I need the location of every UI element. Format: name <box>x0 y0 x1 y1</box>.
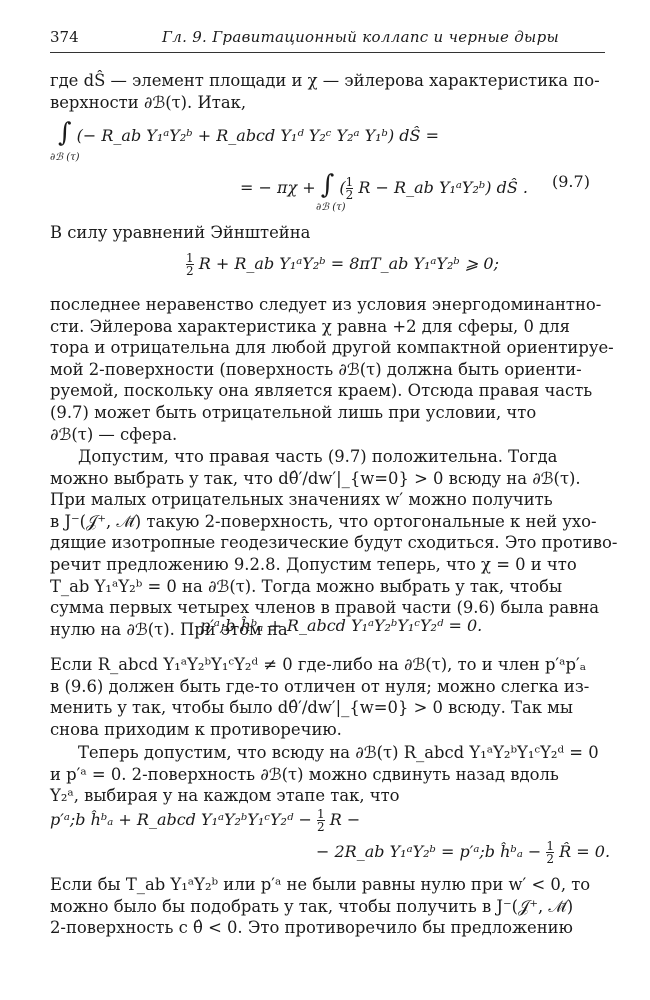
text-line: последнее неравенство следует из условия энергодоминантно- <box>50 295 602 314</box>
shift-line-2-text: − 2R_ab Y₁ᵃY₂ᵇ = p′ᵃ;b ĥᵇₐ − <box>316 842 542 861</box>
equation-number: (9.7) <box>552 172 590 191</box>
fraction-half: $\frac{1}{2}$ <box>186 251 194 278</box>
rhs-end: R − R_ab Y₁ᵃY₂ᵇ) dŜ . <box>358 178 529 197</box>
integral-sign: ∫ <box>320 170 335 200</box>
text-line: можно было бы подобрать y так, чтобы получить в J⁻(𝒥⁺, ℳ̄) <box>50 896 574 916</box>
equation-shift-line-1 <box>50 808 360 833</box>
text-line: Если бы T_ab Y₁ᵃY₂ᵇ или p′ᵃ не были равны нулю при w′ < 0, то <box>50 875 591 894</box>
text-line: Теперь допустим, что всюду на ∂ℬ(τ) R_abcd Y₁ᵃY₂ᵇY₁ᶜY₂ᵈ = 0 <box>78 743 599 762</box>
integral-limit: ∂ℬ (τ) <box>50 152 80 163</box>
fraction-half: $\frac{1}{2}$ <box>316 807 325 834</box>
integral-limit: ∂ℬ (τ) <box>316 202 346 213</box>
text-line: менить y так, чтобы было dθ̂′/dw′|_{w=0} > 0 всюду. Так мы <box>50 698 573 718</box>
text-line: снова приходим к противоречию. <box>50 719 342 739</box>
paragraph-4 <box>50 446 618 640</box>
equation-einstein <box>186 252 499 277</box>
equation-9-7-line-1 <box>58 118 439 148</box>
page-number: 374 <box>50 28 79 46</box>
paragraph-5 <box>50 654 610 740</box>
rhs-start: = − πχ + <box>240 178 316 197</box>
text-line: мой 2-поверхности (поверхность ∂ℬ(τ) должна быть ориенти- <box>50 359 582 379</box>
text-line: сумма первых четырех членов в правой части (9.6) была равна <box>50 598 600 618</box>
fraction-half: $\frac{1}{2}$ <box>345 175 354 202</box>
fraction-half: $\frac{1}{2}$ <box>546 839 555 866</box>
shift-line-1-text: p′ᵃ;b ĥᵇₐ + R_abcd Y₁ᵃY₂ᵇY₁ᶜY₂ᵈ − <box>50 810 312 829</box>
text-line: верхности ∂ℬ(τ). Итак, <box>50 92 247 112</box>
equation-p-prime: p′ᵃ;b ĥᵇₐ + R_abcd Y₁ᵃY₂ᵇY₁ᶜY₂ᵈ = 0. <box>200 616 483 635</box>
text-line: Y₂ᵃ, выбирая y на каждом этапе так, что <box>50 786 400 806</box>
paragraph-7 <box>50 874 610 939</box>
text-line: руемой, поскольку она является краем). Отсюда правая часть <box>50 381 593 401</box>
text-line: дящие изотропные геодезические будут сходиться. Это противо- <box>50 533 618 553</box>
text-line: можно выбрать y так, что dθ̂′/dw′|_{w=0} > 0 всюду на ∂ℬ(τ). <box>50 468 581 488</box>
text-line: При малых отрицательных значениях w′ можно получить <box>50 490 553 510</box>
text-line: T_ab Y₁ᵃY₂ᵇ = 0 на ∂ℬ(τ). Тогда можно выбрать y так, чтобы <box>50 576 563 596</box>
text-line: и p′ᵃ = 0. 2-поверхность ∂ℬ(τ) можно сдвинуть назад вдоль <box>50 764 559 784</box>
text-line: нулю на ∂ℬ(τ). При этом на <box>50 619 288 639</box>
text-line: тора и отрицательна для любой другой компактной ориентируе- <box>50 338 614 358</box>
text-line: (9.7) может быть отрицательной лишь при условии, что <box>50 402 537 422</box>
equation-9-7-line-2: = − πχ + ∫ ( $\frac{1}{2}$ R − R_ab Y₁ᵃY₂ᵇ) dŜ . <box>240 170 529 202</box>
text-line: Допустим, что правая часть (9.7) положительна. Тогда <box>78 447 558 466</box>
text-line: сти. Эйлерова характеристика χ равна +2 для сферы, 0 для <box>50 316 570 336</box>
text-line: В силу уравнений Эйнштейна <box>50 223 311 242</box>
integrand: (− R_ab Y₁ᵃY₂ᵇ + R_abcd Y₁ᵈ Y₂ᶜ Y₂ᵃ Y₁ᵇ) dŜ = <box>76 126 439 145</box>
shift-line-2-end: R̂ = 0. <box>559 842 611 861</box>
paragraph-1 <box>50 70 610 113</box>
equation-shift-line-2 <box>316 840 610 865</box>
shift-line-1-end: R − <box>329 810 361 829</box>
paragraph-2 <box>50 222 610 244</box>
einstein-text: R + R_ab Y₁ᵃY₂ᵇ = 8πT_ab Y₁ᵃY₂ᵇ ⩾ 0; <box>198 254 499 273</box>
running-header <box>50 26 605 53</box>
text-line: где dŜ — элемент площади и χ — эйлерова характеристика по- <box>50 71 600 90</box>
paragraph-3 <box>50 294 614 445</box>
integral-sign: ∫ <box>58 118 72 148</box>
text-line: в (9.6) должен быть где-то отличен от нуля; можно слегка из- <box>50 676 590 696</box>
running-title: Гл. 9. Гравитационный коллапс и черные дыры <box>162 28 559 46</box>
text-line: Если R_abcd Y₁ᵃY₂ᵇY₁ᶜY₂ᵈ ≠ 0 где-либо на ∂ℬ(τ), то и член p′ᵃp′ₐ <box>50 655 587 674</box>
text-line: речит предложению 9.2.8. Допустим теперь, что χ = 0 и что <box>50 554 577 574</box>
text-line: 2-поверхность с θ̂ < 0. Это противоречило бы предложению <box>50 918 573 938</box>
paragraph-6 <box>50 742 610 807</box>
text-line: ∂ℬ(τ) — сфера. <box>50 424 178 444</box>
text-line: в J⁻(𝒥⁺, ℳ̄) такую 2-поверхность, что ортогональные к ней ухо- <box>50 511 597 531</box>
